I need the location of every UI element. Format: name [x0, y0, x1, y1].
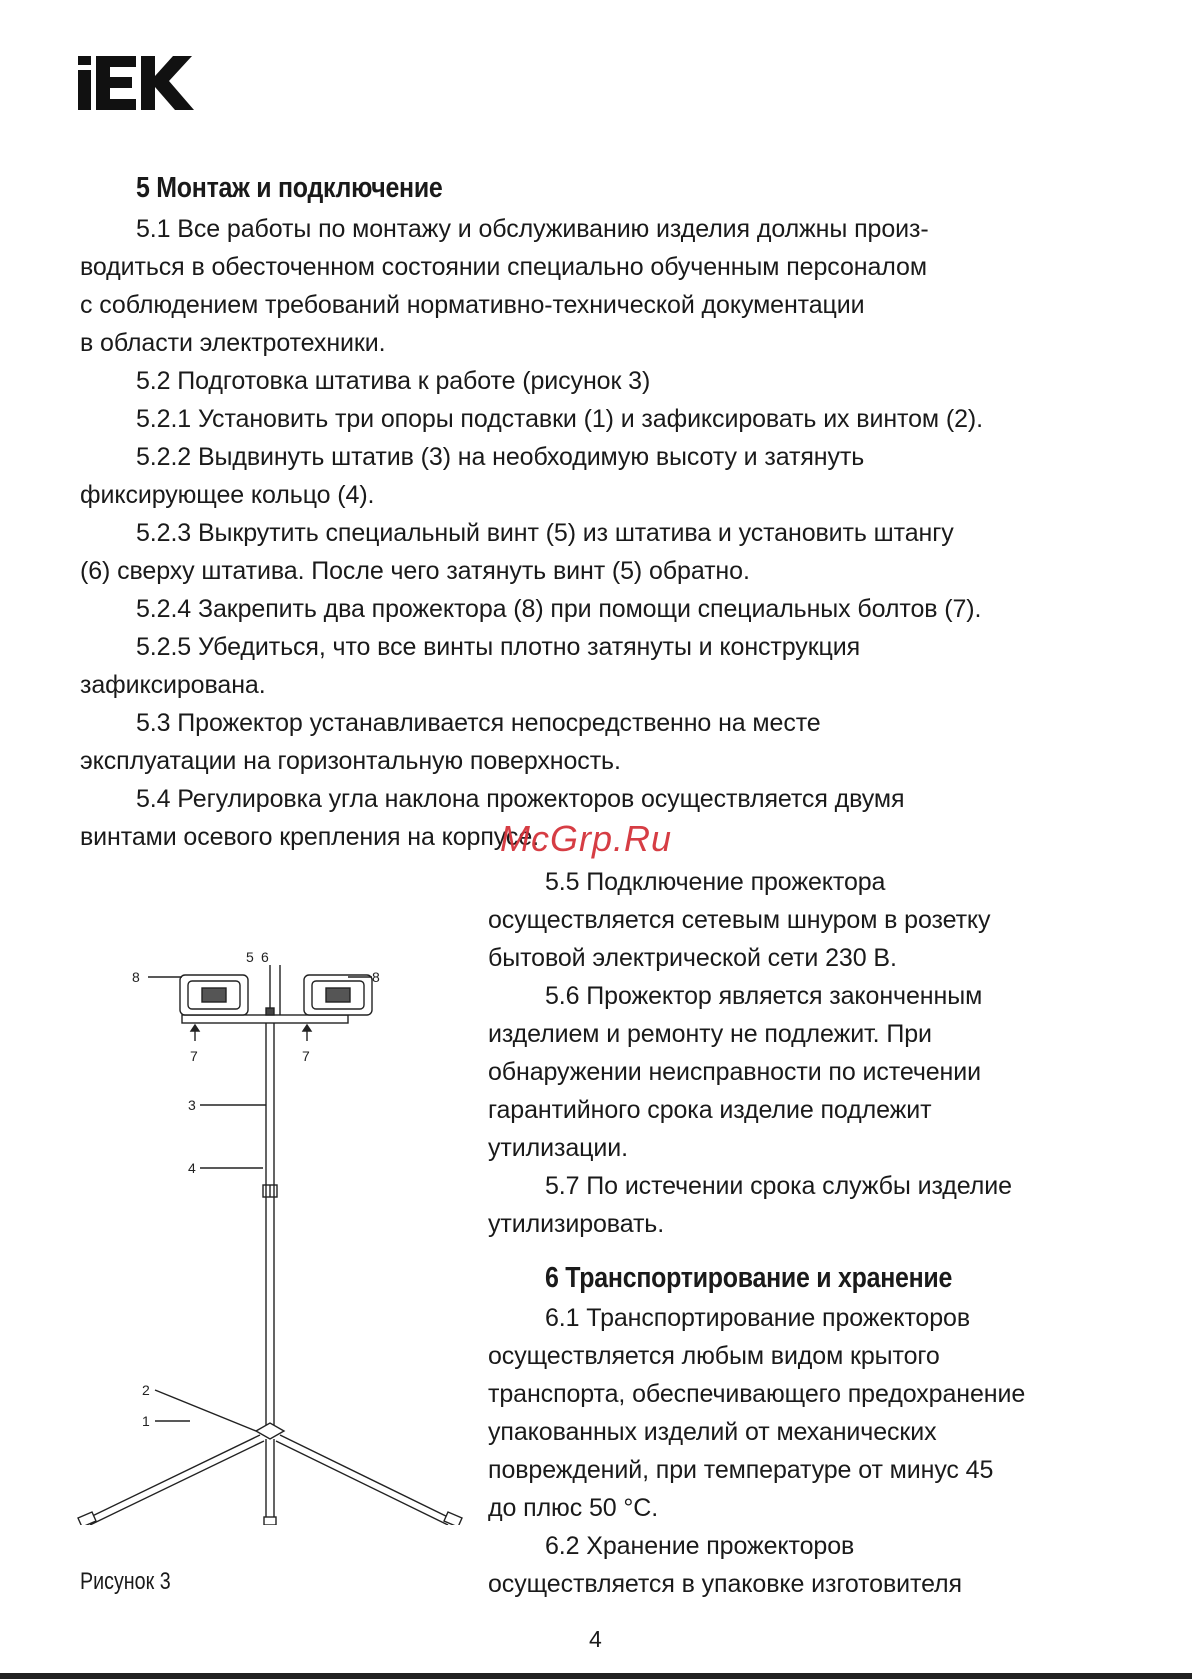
paragraph-line: 5.2.2 Выдвинуть штатив (3) на необходимую высоту и затянуть: [136, 443, 865, 471]
paragraph-line: 5.2.3 Выкрутить специальный винт (5) из штатива и установить штангу: [136, 519, 954, 547]
paragraph-line: (6) сверху штатива. После чего затянуть винт (5) обратно.: [80, 557, 750, 585]
paragraph-line: утилизации.: [488, 1134, 628, 1162]
paragraph-line: 5.3 Прожектор устанавливается непосредственно на месте: [136, 709, 821, 737]
paragraph-line: обнаружении неисправности по истечении: [488, 1058, 981, 1086]
figure-3-tripod-diagram: [70, 945, 470, 1525]
paragraph-line: 5.2.1 Установить три опоры подставки (1) и зафиксировать их винтом (2).: [136, 405, 983, 433]
section-6-title: 6 Транспортирование и хранение: [545, 1262, 953, 1294]
paragraph-line: гарантийного срока изделие подлежит: [488, 1096, 932, 1124]
paragraph-line: изделием и ремонту не подлежит. При: [488, 1020, 932, 1048]
label-8-left: 8: [132, 969, 140, 985]
figure-caption: Рисунок 3: [80, 1568, 171, 1595]
label-7-right: 7: [302, 1048, 310, 1064]
paragraph-line: упакованных изделий от механических: [488, 1418, 937, 1446]
label-7-left: 7: [190, 1048, 198, 1064]
paragraph-line: винтами осевого крепления на корпусе.: [80, 823, 539, 851]
paragraph-line: до плюс 50 °С.: [488, 1494, 659, 1522]
paragraph-line: с соблюдением требований нормативно-технической документации: [80, 291, 865, 319]
paragraph-line: водиться в обесточенном состоянии специально обученным персоналом: [80, 253, 927, 281]
paragraph-line: 5.2.5 Убедиться, что все винты плотно затянуты и конструкция: [136, 633, 861, 661]
paragraph-line: утилизировать.: [488, 1210, 665, 1238]
page-number: 4: [589, 1626, 602, 1652]
label-5: 5: [246, 949, 254, 965]
paragraph-line: 5.1 Все работы по монтажу и обслуживанию изделия должны произ-: [136, 215, 929, 243]
paragraph-line: 5.5 Подключение прожектора: [545, 868, 886, 896]
paragraph-line: в области электротехники.: [80, 329, 386, 357]
iek-logo: [78, 56, 194, 110]
watermark: McGrp.Ru: [500, 818, 673, 859]
paragraph-line: 5.2.4 Закрепить два прожектора (8) при помощи специальных болтов (7).: [136, 595, 982, 623]
label-2: 2: [142, 1382, 150, 1398]
paragraph-line: повреждений, при температуре от минус 45: [488, 1456, 994, 1484]
paragraph-line: 5.4 Регулировка угла наклона прожекторов осуществляется двумя: [136, 785, 905, 813]
label-1: 1: [142, 1413, 150, 1429]
paragraph-line: бытовой электрической сети 230 В.: [488, 944, 897, 972]
paragraph-line: осуществляется в упаковке изготовителя: [488, 1570, 962, 1598]
paragraph-line: осуществляется сетевым шнуром в розетку: [488, 906, 991, 934]
label-6: 6: [261, 949, 269, 965]
paragraph-line: 5.6 Прожектор является законченным: [545, 982, 983, 1010]
label-3: 3: [188, 1097, 196, 1113]
label-4: 4: [188, 1160, 196, 1176]
section-5-title: 5 Монтаж и подключение: [136, 172, 443, 204]
paragraph-line: 5.2 Подготовка штатива к работе (рисунок 3): [136, 367, 651, 395]
paragraph-line: зафиксирована.: [80, 671, 266, 699]
paragraph-line: фиксирующее кольцо (4).: [80, 481, 375, 509]
label-8-right: 8: [372, 969, 380, 985]
paragraph-line: транспорта, обеспечивающего предохранение: [488, 1380, 1026, 1408]
paragraph-line: эксплуатации на горизонтальную поверхность.: [80, 747, 621, 775]
paragraph-line: осуществляется любым видом крытого: [488, 1342, 940, 1370]
paragraph-line: 6.2 Хранение прожекторов: [545, 1532, 855, 1560]
paragraph-line: 6.1 Транспортирование прожекторов: [545, 1304, 970, 1332]
paragraph-line: 5.7 По истечении срока службы изделие: [545, 1172, 1012, 1200]
bottom-rule: [0, 1673, 1192, 1679]
